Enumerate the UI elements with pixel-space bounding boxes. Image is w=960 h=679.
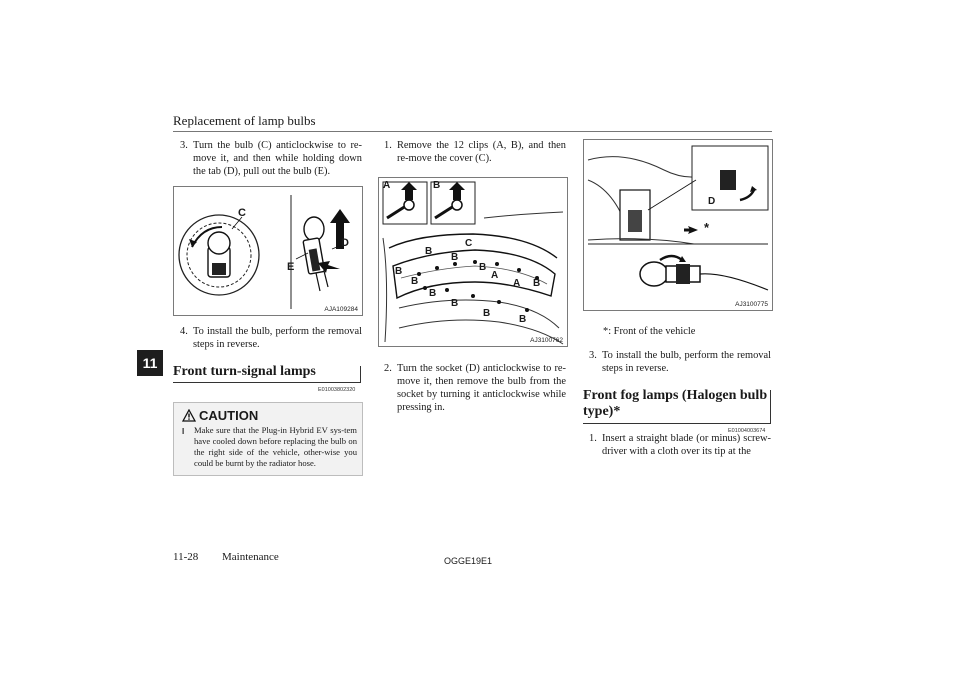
step-number: 3. [180, 140, 188, 151]
section-title-line-1: Front fog lamps (Halogen bulb [583, 388, 768, 403]
footer-section: Maintenance [222, 551, 279, 563]
label-b: B [425, 246, 433, 257]
footer-page-number: 11-28 [173, 551, 199, 563]
label-b: B [451, 298, 459, 309]
section-rule [583, 423, 771, 424]
col1-step-3 [180, 139, 362, 178]
col1-step-4 [180, 325, 362, 351]
caution-text: Make sure that the Plug-in Hybrid EV sys-tem have cooled down before replacing the bulb on the right side of the vehicle, other-wise you could be burnt by the radiator hose. [194, 425, 357, 468]
section-title-front-turn-signal: Front turn-signal lamps [173, 364, 316, 379]
label-front-marker: * [704, 220, 710, 235]
col3-step-3 [589, 349, 771, 375]
step-number: 1. [384, 140, 392, 151]
cover-clips-illustration [379, 178, 567, 346]
col2-step-2 [384, 362, 566, 414]
label-b: B [395, 266, 403, 277]
step-number: 3. [589, 350, 597, 361]
label-c: C [465, 238, 473, 249]
label-e: E [287, 261, 295, 273]
step-text: To install the bulb, perform the removal steps in reverse. [602, 350, 771, 374]
figure-cover-clips [378, 177, 568, 347]
caution-bullet: l [182, 427, 185, 436]
col3-step-1 [589, 432, 771, 458]
section-rule-end [360, 366, 361, 383]
label-b: B [429, 288, 437, 299]
section-title-front-fog-lamps [583, 388, 767, 420]
figure-socket-removal [583, 139, 773, 311]
section-title-line-2: type)* [583, 404, 621, 419]
section-code: E01004003674 [728, 428, 766, 434]
page-header-title: Replacement of lamp bulbs [173, 113, 316, 128]
caution-title: CAUTION [199, 408, 259, 423]
label-d: D [341, 237, 349, 249]
warning-triangle-icon [182, 409, 196, 422]
step-text: Insert a straight blade (or minus) screw-driver with a cloth over its tip at the [602, 433, 771, 457]
step-number: 4. [180, 326, 188, 337]
label-a: A [491, 270, 499, 281]
section-code: E01003802320 [318, 387, 356, 393]
label-b: B [533, 278, 541, 289]
header-rule [173, 131, 772, 132]
figure-code: AJ3100762 [530, 337, 563, 344]
label-b: B [411, 276, 419, 287]
step-number: 1. [589, 433, 597, 444]
section-rule-end [770, 390, 771, 424]
socket-removal-illustration [584, 140, 772, 310]
figure-bulb-removal [173, 186, 363, 316]
inset-label-b: B [433, 180, 441, 191]
bulb-removal-illustration [174, 187, 362, 315]
step-text: To install the bulb, perform the removal steps in reverse. [193, 326, 362, 350]
caution-box [173, 402, 363, 476]
label-a: A [513, 278, 521, 289]
section-rule [173, 382, 361, 383]
label-b: B [479, 262, 487, 273]
step-text: Turn the bulb (C) anticlockwise to re-move it, and then while holding down the tab (D), pull out the bulb (E). [193, 140, 362, 177]
inset-label-a: A [383, 180, 391, 191]
col2-step-1 [384, 139, 566, 165]
col3-note: *: Front of the vehicle [603, 326, 696, 337]
chapter-tab: 11 [137, 350, 163, 376]
footer-doc-code: OGGE19E1 [444, 556, 493, 566]
step-text: Turn the socket (D) anticlockwise to re-move it, then remove the bulb from the socket by turning it anticlockwise while pressing in. [397, 363, 566, 413]
label-b: B [483, 308, 491, 319]
figure-code: AJ3100775 [735, 301, 768, 308]
step-text: Remove the 12 clips (A, B), and then re-move the cover (C). [397, 140, 566, 164]
step-number: 2. [384, 363, 392, 374]
label-b: B [451, 252, 459, 263]
label-c: C [238, 207, 246, 219]
label-b: B [519, 314, 527, 325]
figure-code: AJA109284 [324, 306, 358, 313]
label-d: D [708, 196, 716, 207]
